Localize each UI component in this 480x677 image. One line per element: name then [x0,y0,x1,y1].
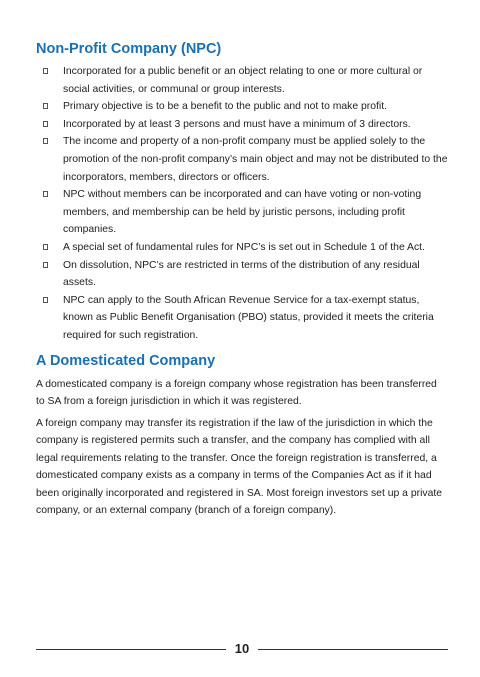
list-item-text: NPC without members can be incorporated and can have voting or non-voting members, and membership can be held by juristic persons, including profit companies. [63,189,422,236]
list-item [36,239,448,257]
square-bullet-icon [43,121,48,127]
list-item-text: Primary objective is to be a benefit to the public and not to make profit. [63,101,388,113]
square-bullet-icon [43,103,48,109]
square-bullet-icon [43,297,48,303]
square-bullet-icon [43,262,48,268]
list-item [36,116,448,134]
square-bullet-icon [43,138,48,144]
page-number: 10 [234,641,250,656]
square-bullet-icon [43,68,48,74]
list-item-text: On dissolution, NPC’s are restricted in terms of the distribution of any residual assets. [63,259,420,289]
list-item-text: Incorporated by at least 3 persons and must have a minimum of 3 directors. [63,118,411,130]
list-item [36,63,448,98]
list-item-text: NPC can apply to the South African Revenue Service for a tax-exempt status, known as Public Benefit Organisation (PBO) status, provided it meets the criteria required for such registration. [63,294,434,341]
footer-divider-left [36,649,226,650]
list-item [36,98,448,116]
npc-bullet-list [36,63,448,345]
page-content [36,39,448,524]
square-bullet-icon [43,191,48,197]
domesticated-paragraph: A foreign company may transfer its registration if the law of the jurisdiction in which the company is registered permits such a transfer, and the company has complied with all legal requirements relating to the transfer. Once the foreign registration is transferred, a domesticated company exists as a company in terms of the Companies Act as if it had been originally incorporated and registered in SA. Most foreign investors set up a private company, or an external company (branch of a foreign company). [36,417,443,516]
domesticated-paragraph: A domesticated company is a foreign company whose registration has been transferred to SA from a foreign jurisdiction in which it was registered. [36,378,437,407]
list-item [36,133,448,186]
list-item [36,257,448,292]
list-item [36,292,448,345]
list-item-text: Incorporated for a public benefit or an object relating to one or more cultural or social activities, or communal or group interests. [63,66,423,95]
page-footer [36,641,448,657]
list-item-text: The income and property of a non-profit company must be applied solely to the promotion of the non-profit company’s main object and may not be distributed to the incorporators, members, directors or officers. [63,136,448,183]
footer-divider-right [258,649,448,650]
list-item [36,186,448,239]
list-item-text: A special set of fundamental rules for NPC’s is set out in Schedule 1 of the Act. [63,241,425,253]
npc-heading: Non-Profit Company (NPC) [36,41,222,57]
square-bullet-icon [43,244,48,250]
domesticated-heading: A Domesticated Company [36,352,216,369]
